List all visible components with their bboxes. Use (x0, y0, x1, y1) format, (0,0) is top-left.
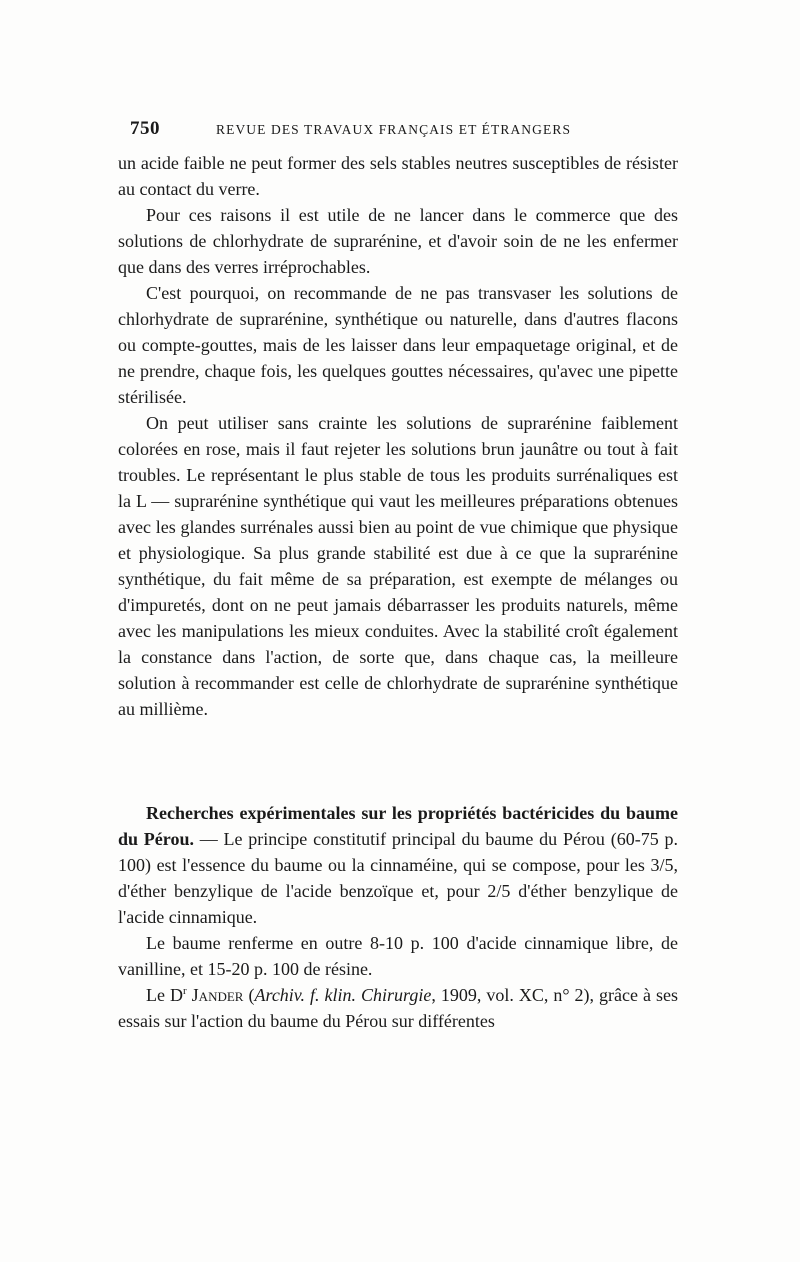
text: Le D (146, 985, 183, 1005)
paragraph: C'est pourquoi, on recommande de ne pas transvaser les solutions de chlorhydrate de suprarénine, synthétique ou naturelle, dans d'autres flacons ou compte-gouttes, mais de les laisser dans leur empaquetage original, et de ne prendre, chaque fois, les quelques gouttes nécessaires, qu'avec une pipette stérilisée. (118, 283, 678, 407)
superscript: r (183, 985, 187, 997)
article-section (118, 800, 678, 1034)
journal-reference: Archiv. f. klin. Chirurgie (254, 985, 432, 1005)
author-name: Jander (186, 985, 244, 1005)
text: , 1909, vol. XC, n° 2), grâce à ses essais sur l'action du baume du Pérou sur différentes (118, 985, 679, 1031)
paragraph-continuation: un acide faible ne peut former des sels stables neutres susceptibles de résister au contact du verre. (118, 153, 678, 199)
body-text (118, 150, 678, 722)
text: ( (243, 985, 255, 1005)
section-heading-text: — Le principe constitutif principal du baume du Pérou (60-75 p. 100) est l'essence du baume ou la cinnaméine, qui se compose, pour les 3/5, d'éther benzylique de l'acide benzoïque et, pour 2/5 d'éther benzylique de l'acide cinnamique. (118, 829, 678, 927)
running-head (130, 118, 678, 140)
paragraph (118, 982, 678, 1034)
journal-title: REVUE DES TRAVAUX FRANÇAIS ET ÉTRANGERS (216, 122, 572, 137)
paragraph: On peut utiliser sans crainte les solutions de suprarénine faiblement colorées en rose, mais il faut rejeter les solutions brun jaunâtre ou tout à fait troubles. Le représentant le plus stable de tous les produits surrénaliques est la L — suprarénine synthétique qui vaut les meilleures préparations obtenues avec les glandes surrénales aussi bien au point de vue chimique que physique et physiologique. Sa plus grande stabilité est due à ce que la suprarénine synthétique, du fait même de sa préparation, est exempte de mélanges ou d'impuretés, dont on ne peut jamais débarrasser les produits naturels, même avec les manipulations les mieux conduites. Avec la stabilité croît également la constance dans l'action, de sorte que, dans chaque cas, la meilleure solution à recommander est celle de chlorhydrate de suprarénine synthétique au millième. (118, 413, 678, 719)
page-number: 750 (130, 118, 160, 139)
section-heading: Recherches expérimentales sur les propriétés bactéricides du baume du Pérou. (118, 803, 678, 849)
section-opening-paragraph (118, 800, 678, 930)
paragraph: Le baume renferme en outre 8-10 p. 100 d'acide cinnamique libre, de vanilline, et 15-20 p. 100 de résine. (118, 933, 678, 979)
paragraph: Pour ces raisons il est utile de ne lancer dans le commerce que des solutions de chlorhydrate de suprarénine, et d'avoir soin de ne les enfermer que dans des verres irréprochables. (118, 205, 678, 277)
